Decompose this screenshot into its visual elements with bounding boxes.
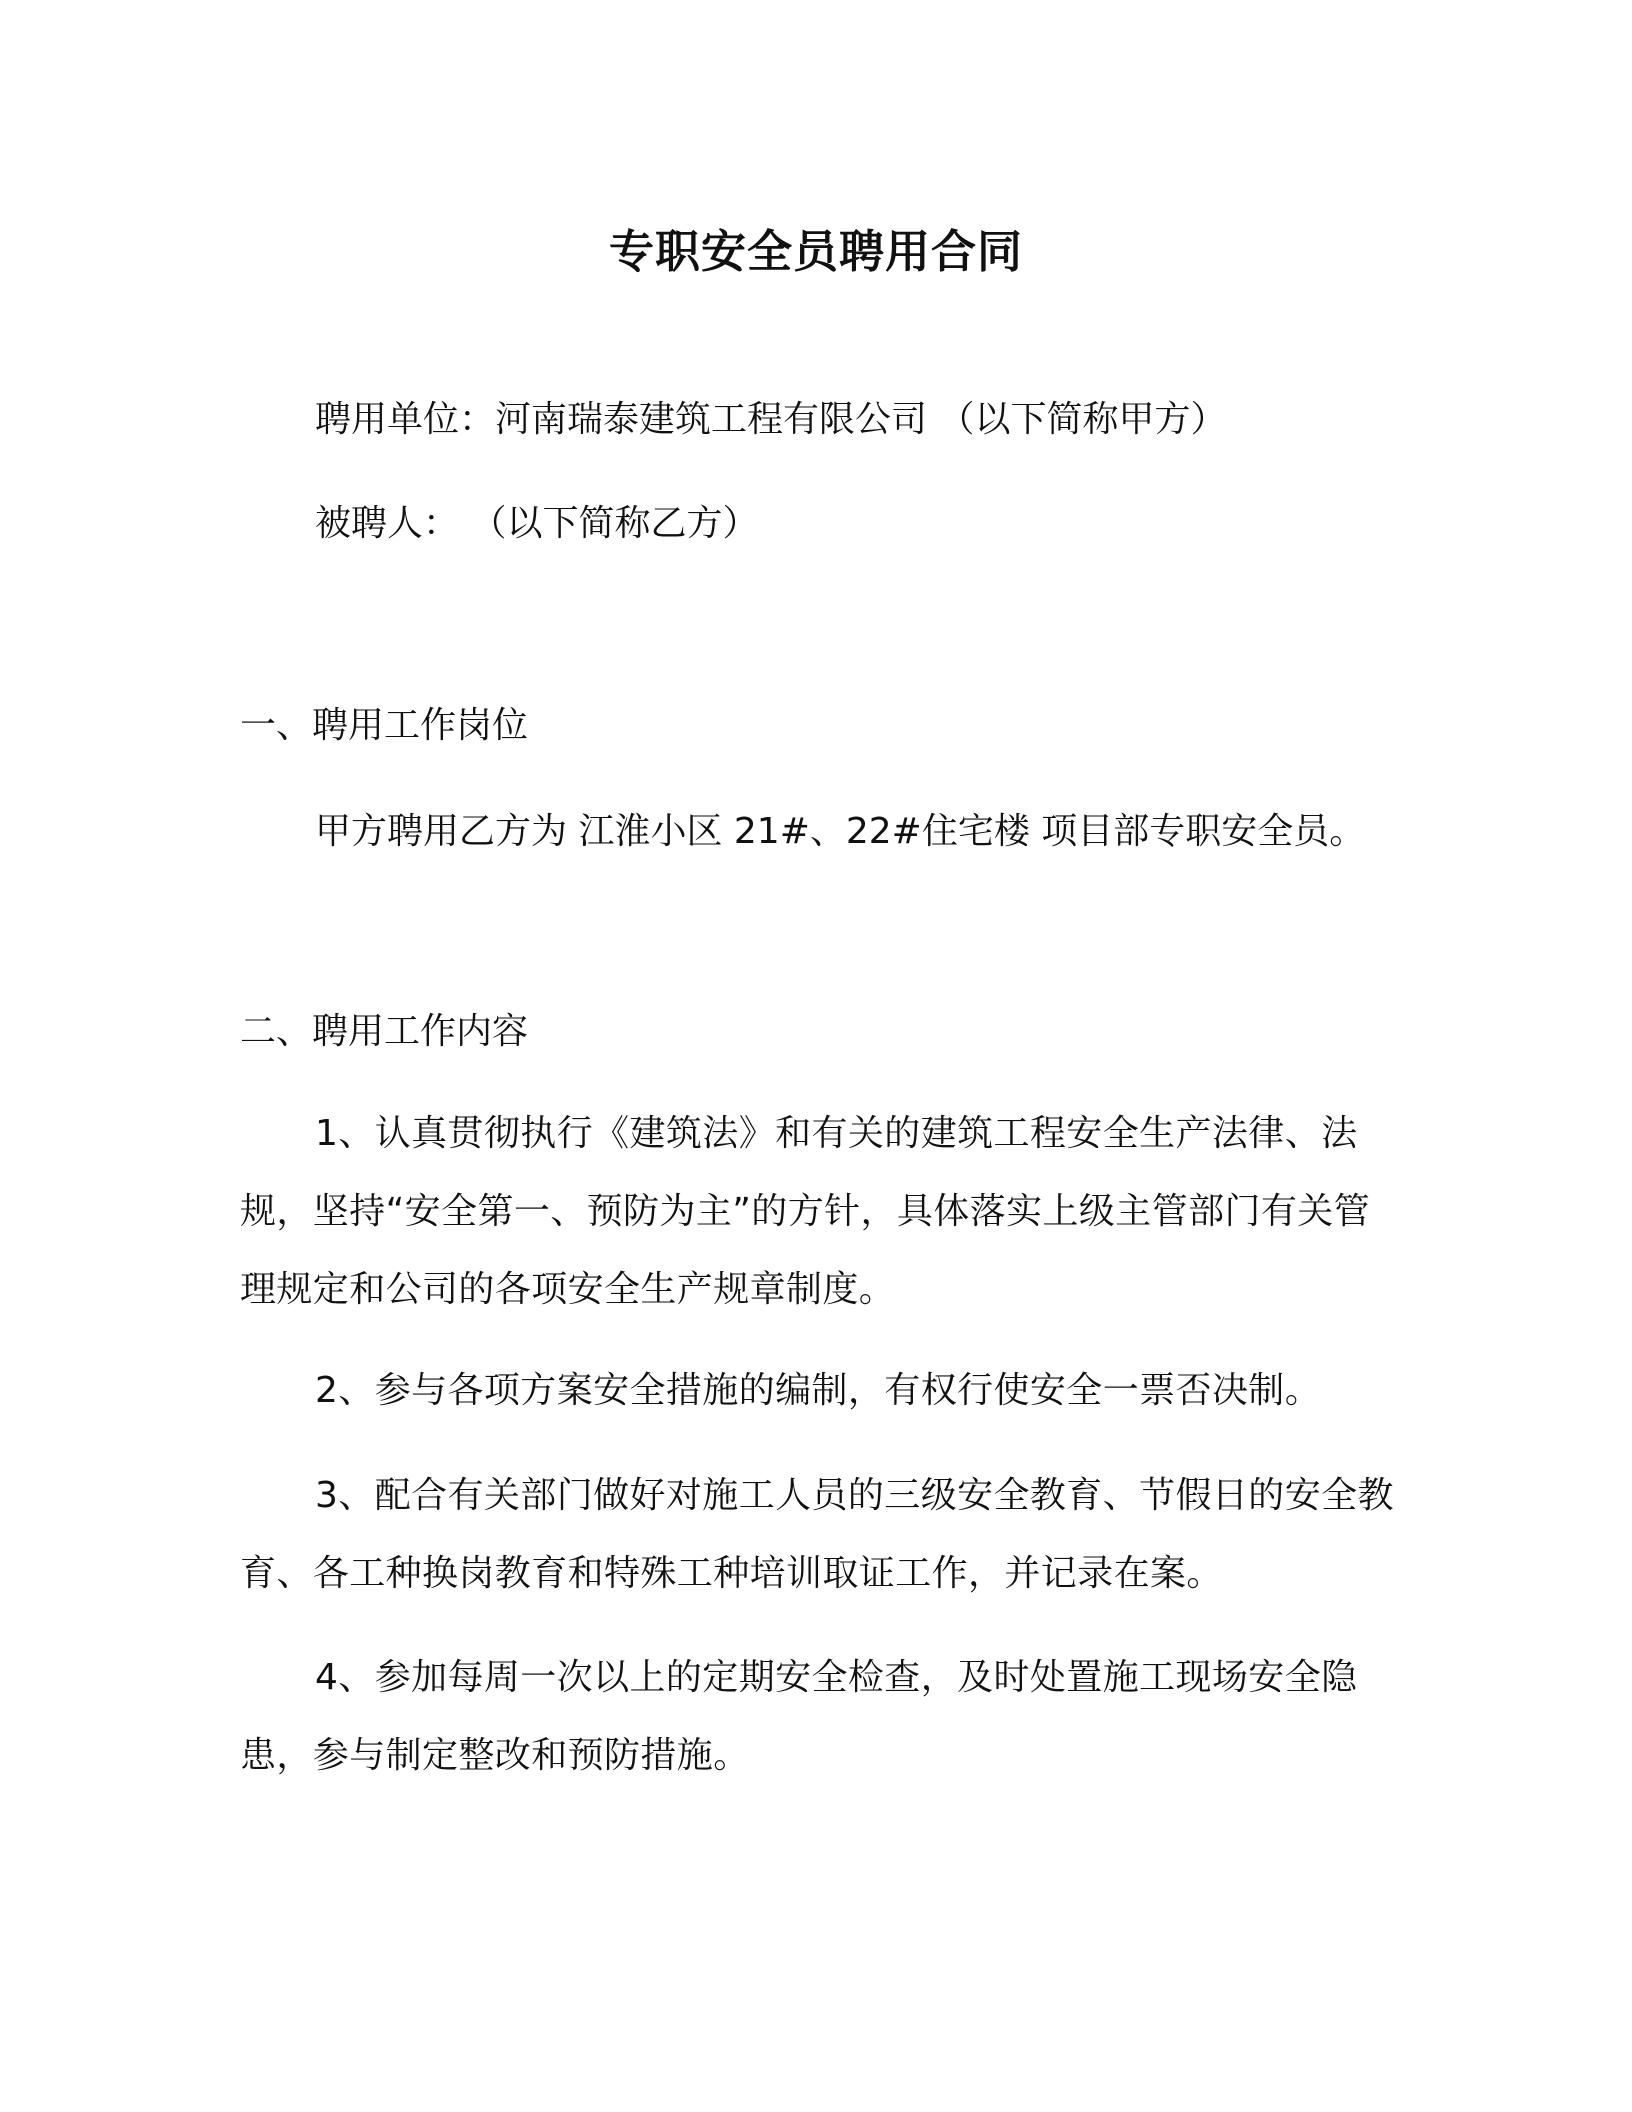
paragraph-content-3: 3、配合有关部门做好对施工人员的三级安全教育、节假日的安全教育、各工种换岗教育和特殊工种培训取证工作，并记录在案。 [240, 1475, 1394, 1594]
section-heading-position: 一、聘用工作岗位 [240, 705, 529, 746]
paragraph-content-2: 2、参与各项方案安全措施的编制，有权行使安全一票否决制。 [315, 1370, 1322, 1411]
employee-line: 被聘人： （以下简称乙方） [315, 503, 759, 544]
document-title: 专职安全员聘用合同 [608, 225, 1023, 278]
section-heading-content: 二、聘用工作内容 [240, 1011, 529, 1052]
paragraph-position: 甲方聘用乙方为 江淮小区 21#、22#住宅楼 项目部专职安全员。 [315, 811, 1366, 852]
employer-line: 聘用单位：河南瑞泰建筑工程有限公司 （以下简称甲方） [315, 399, 1227, 440]
paragraph-content-1: 1、认真贯彻执行《建筑法》和有关的建筑工程安全生产法律、法规，坚持“安全第一、预防为主”的方针，具体落实上级主管部门有关管理规定和公司的各项安全生产规章制度。 [240, 1113, 1371, 1310]
paragraph-content-4: 4、参加每周一次以上的定期安全检查，及时处置施工现场安全隐患，参与制定整改和预防措施。 [240, 1657, 1358, 1776]
